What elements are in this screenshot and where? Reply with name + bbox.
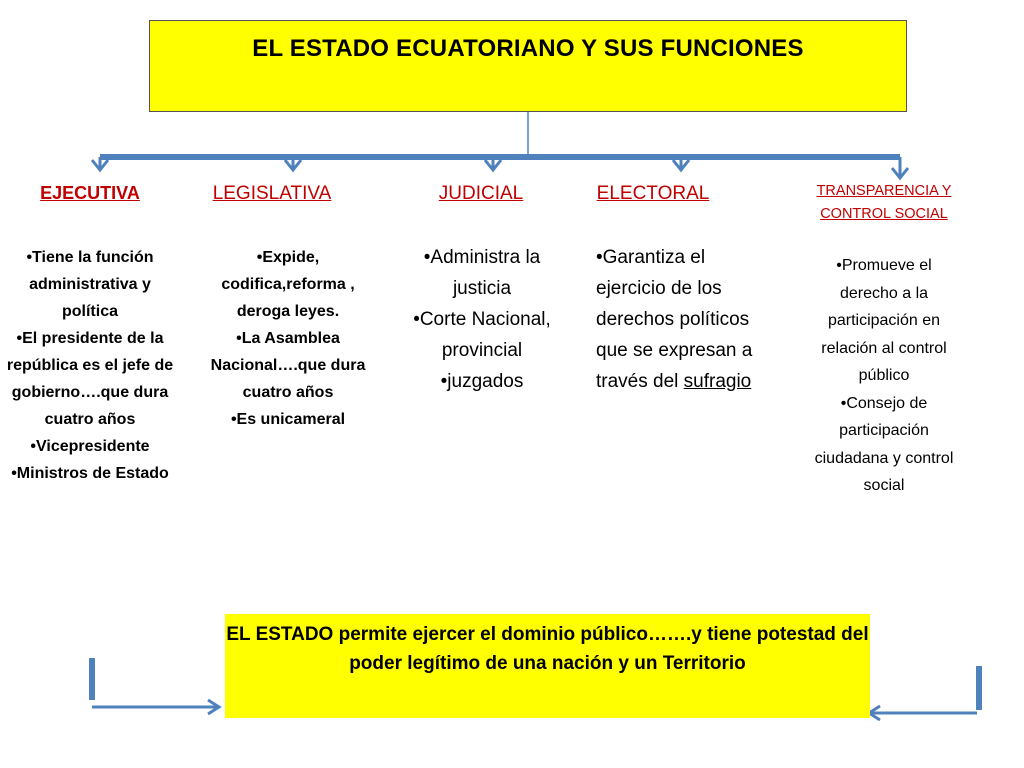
list-item: •La Asamblea Nacional….que dura cuatro años	[210, 330, 366, 401]
list-item: •Es unicameral	[230, 411, 346, 428]
drop-arrow-transparencia	[892, 157, 908, 178]
column-electoral	[596, 242, 756, 397]
bottom-left-arrow	[92, 658, 219, 714]
bottom-right-arrow	[869, 666, 979, 720]
underlined-word: sufragio	[683, 371, 752, 392]
list-item: •El presidente de la república es el jefe de gobierno….que dura cuatro años	[6, 330, 174, 428]
list-item: •Consejo de participación ciudadana y control social	[814, 394, 954, 494]
diagram-title: EL ESTADO ECUATORIANO Y SUS FUNCIONES	[252, 35, 804, 62]
column-ejecutiva	[6, 244, 174, 487]
list-item: •Garantiza el ejercicio de los derechos políticos que se expresan a través del	[596, 247, 753, 392]
list-item: •Tiene la función administrativa y política	[26, 249, 154, 320]
heading-transparencia: TRANSPARENCIA Y CONTROL SOCIAL	[816, 183, 952, 222]
column-transparencia	[806, 252, 962, 500]
column-judicial	[403, 242, 561, 397]
list-item: •Vicepresidente	[30, 438, 150, 455]
heading-legislativa: LEGISLATIVA	[212, 183, 332, 204]
heading-electoral: ELECTORAL	[596, 183, 710, 204]
list-item: •Ministros de Estado	[11, 465, 169, 482]
list-item: •Corte Nacional, provincial	[413, 309, 551, 361]
heading-judicial: JUDICIAL	[438, 183, 524, 204]
column-legislativa	[203, 244, 373, 433]
heading-ejecutiva: EJECUTIVA	[40, 183, 140, 203]
bottom-statement-text: EL ESTADO permite ejercer el dominio público…….y tiene potestad del poder legítimo de una nación y un Territorio	[226, 624, 869, 674]
list-item: •Promueve el derecho a la participación en relación al control público	[821, 257, 947, 384]
list-item: •juzgados	[440, 371, 524, 392]
list-item: •Administra la justicia	[423, 247, 541, 299]
list-item: •Expide, codifica,reforma , deroga leyes.	[221, 249, 355, 320]
bottom-statement-box	[225, 614, 870, 718]
